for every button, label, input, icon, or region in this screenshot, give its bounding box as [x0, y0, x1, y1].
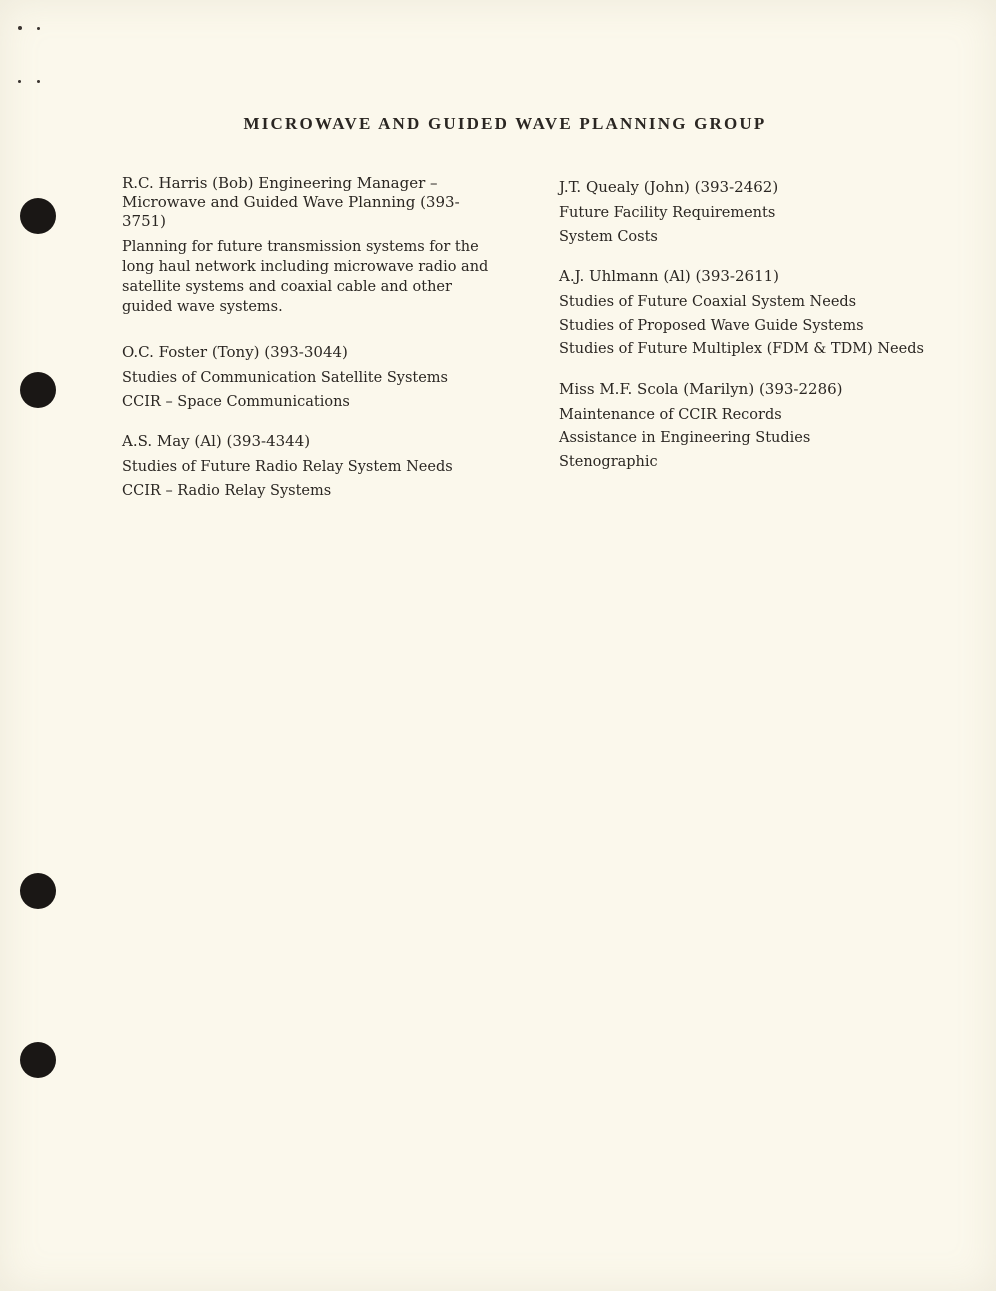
- scola-name: Miss M.F. Scola (Marilyn) (393-2286): [559, 379, 843, 398]
- harris-description: Planning for future transmission systems for the long haul network including microwave radio and satellite systems and coaxial cable and other guided wave systems.: [122, 239, 489, 315]
- quealy-duty-1: Future Facility Requirements: [559, 205, 776, 221]
- quealy-name: J.T. Quealy (John) (393-2462): [559, 178, 779, 196]
- entry-uhlmann: [559, 267, 959, 362]
- uhlmann-duty-1: Studies of Future Coaxial System Needs: [559, 294, 857, 310]
- scola-duty-3: Stenographic: [559, 453, 658, 470]
- speck: [18, 26, 22, 30]
- foster-name: O.C. Foster (Tony) (393-3044): [122, 343, 348, 361]
- page-title: MICROWAVE AND GUIDED WAVE PLANNING GROUP: [243, 114, 767, 133]
- uhlmann-duty-2: Studies of Proposed Wave Guide Systems: [559, 317, 864, 334]
- speck: [37, 27, 40, 30]
- speck: [18, 80, 21, 83]
- uhlmann-name: A.J. Uhlmann (Al) (393-2611): [559, 267, 780, 285]
- may-name: A.S. May (Al) (393-4344): [122, 432, 311, 450]
- may-duty-2: CCIR – Radio Relay Systems: [122, 482, 332, 499]
- foster-duty-2: CCIR – Space Communications: [122, 393, 350, 410]
- foster-duty-1: Studies of Communication Satellite Systems: [122, 370, 448, 386]
- scola-duty-1: Maintenance of CCIR Records: [559, 406, 782, 423]
- entry-quealy: [559, 178, 959, 249]
- harris-name-line-1: R.C. Harris (Bob) Engineering Manager –: [122, 174, 438, 192]
- binder-hole-4: [20, 1042, 56, 1078]
- binder-hole-1: [20, 198, 56, 234]
- uhlmann-duty-3: Studies of Future Multiplex (FDM & TDM) Needs: [559, 341, 924, 357]
- binder-hole-2: [20, 372, 56, 408]
- harris-name-line-2: Microwave and Guided Wave Planning (393-3751): [122, 193, 460, 230]
- entry-harris: [122, 174, 502, 317]
- may-duty-1: Studies of Future Radio Relay System Needs: [122, 459, 453, 475]
- speck: [37, 80, 40, 83]
- quealy-duty-2: System Costs: [559, 228, 658, 245]
- right-column: [559, 178, 959, 492]
- binder-hole-3: [20, 873, 56, 909]
- entry-scola: [559, 380, 959, 475]
- left-column: [122, 174, 502, 521]
- entry-foster: [122, 343, 502, 414]
- entry-may: [122, 432, 502, 503]
- scola-duty-2: Assistance in Engineering Studies: [559, 430, 811, 446]
